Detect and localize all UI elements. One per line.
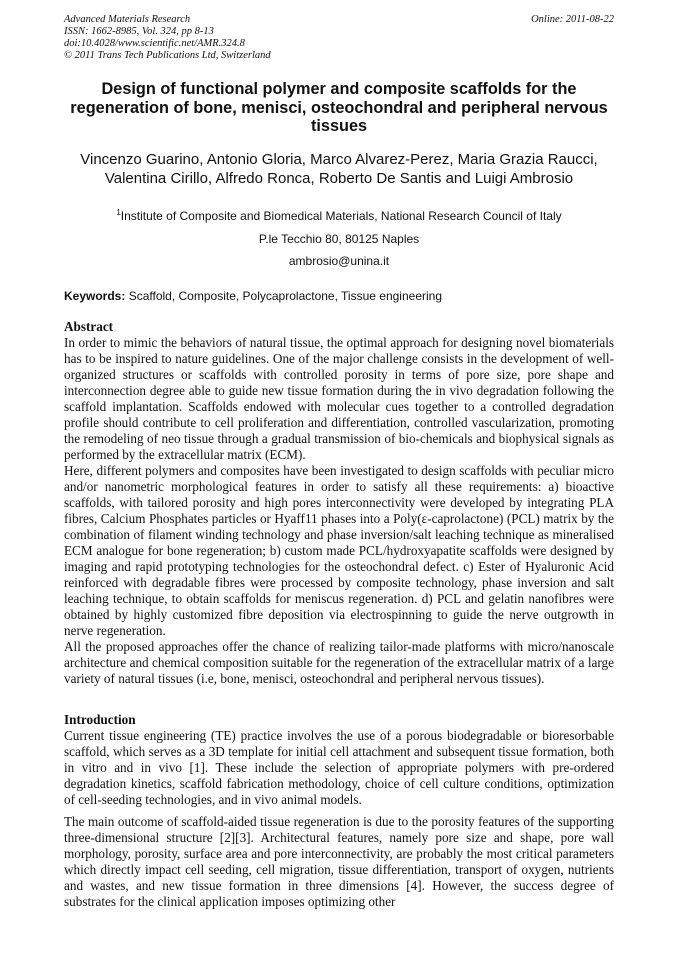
- abstract-section: [64, 319, 614, 687]
- abstract-heading: Abstract: [64, 319, 114, 334]
- copyright: © 2011 Trans Tech Publications Ltd, Switzerland: [64, 50, 271, 61]
- affiliation-marker: 1: [116, 208, 121, 217]
- journal-header: [64, 14, 614, 62]
- journal-name: Advanced Materials Research: [64, 14, 191, 25]
- keywords-label: Keywords:: [64, 289, 126, 303]
- introduction-heading: Introduction: [64, 712, 136, 727]
- affiliation: [64, 208, 614, 223]
- doi: doi:10.4028/www.scientific.net/AMR.324.8: [64, 38, 245, 49]
- introduction-paragraph: Current tissue engineering (TE) practice involves the use of a porous biodegradable or bioresorbable scaffold, which serves as a 3D template for initial cell attachment and subsequent tissue formation, both in vitro and in vivo [1]. These include the selection of appropriate polymers with pre-ordered degradation kinetics, scaffold fabrication methodology, choice of cell culture conditions, optimization of cell-seeding technologies, and in vivo animal models.: [64, 728, 614, 807]
- keywords: [64, 289, 614, 303]
- issn: ISSN: 1662-8985, Vol. 324, pp 8-13: [64, 26, 214, 37]
- address: P.le Tecchio 80, 80125 Naples: [258, 232, 420, 246]
- introduction-paragraph: The main outcome of scaffold-aided tissue regeneration is due to the porosity features of the supporting three-dimensional structure [2][3]. Architectural features, namely pore size and shape, pore wall morphology, porosity, surface area and pore interconnectivity, are probably the most critical parameters which directly impact cell seeding, cell migration, tissue differentiation, transport of oxygen, nutrients and wastes, and new tissue formation in three dimensions [4]. However, the success degree of substrates for the clinical application imposes optimizing other: [64, 814, 614, 909]
- institute: Institute of Composite and Biomedical Materials, National Research Council of Italy: [120, 209, 562, 223]
- introduction-section: [64, 712, 614, 910]
- abstract-paragraph: All the proposed approaches offer the chance of realizing tailor-made platforms with micro/nanoscale architecture and chemical composition suitable for the regeneration of the extracellular matrix of a large variety of natural tissues (i.e, bone, menisci, osteochondral and peripheral nervous tissues).: [64, 639, 614, 686]
- authors: Vincenzo Guarino, Antonio Gloria, Marco Alvarez-Perez, Maria Grazia Raucci, Valentina Cirillo, Alfredo Ronca, Roberto De Santis and Luigi Ambrosio: [80, 151, 598, 187]
- paper-title: Design of functional polymer and composite scaffolds for the regeneration of bone, menisci, osteochondral and peripheral nervous tissues: [70, 80, 608, 135]
- abstract-paragraph: Here, different polymers and composites have been investigated to design scaffolds with peculiar micro and/or nanometric morphological features in order to satisfy all these requirements: a) bioactive scaffolds, with tailored porosity and high pores interconnectivity were developed by integrating PLA fibres, Calcium Phosphates particles or Hyaff11 phases into a Poly(ε-caprolactone) (PCL) matrix by the combination of filament winding technology and phase inversion/salt leaching technique as mineralised ECM analogue for bone regeneration; b) custom made PCL/hydroxyapatite scaffolds were designed by imaging and rapid prototyping technologies for the osteochondral defect. c) Ester of Hyaluronic Acid reinforced with degradable fibres were processed by composite technology, phase inversion and salt leaching technique, to obtain scaffolds for meniscus regeneration. d) PCL and gelatin nanofibres were obtained by highly customized fibre deposition via electrospinning to guide the nerve outgrowth in nerve regeneration.: [64, 463, 614, 638]
- abstract-paragraph: In order to mimic the behaviors of natural tissue, the optimal approach for designing novel biomaterials has to be inspired to nature guidelines. One of the major challenge consists in the development of well-organized structures or scaffolds with controlled porosity in terms of pore size, pore shape and interconnection degree able to guide new tissue formation during the in vivo degradation following the scaffold implantation. Scaffolds endowed with molecular cues together to a controlled degradation profile should contribute to cell proliferation and differentiation, controlled vascularization, promoting the remodeling of neo tissue through a gradual transmission of bio-chemicals and biophysical signals as performed by the extracellular matrix (ECM).: [64, 335, 614, 462]
- keywords-text: Scaffold, Composite, Polycaprolactone, Tissue engineering: [128, 289, 442, 303]
- online-date: Online: 2011-08-22: [531, 14, 614, 25]
- email: ambrosio@unina.it: [288, 254, 390, 268]
